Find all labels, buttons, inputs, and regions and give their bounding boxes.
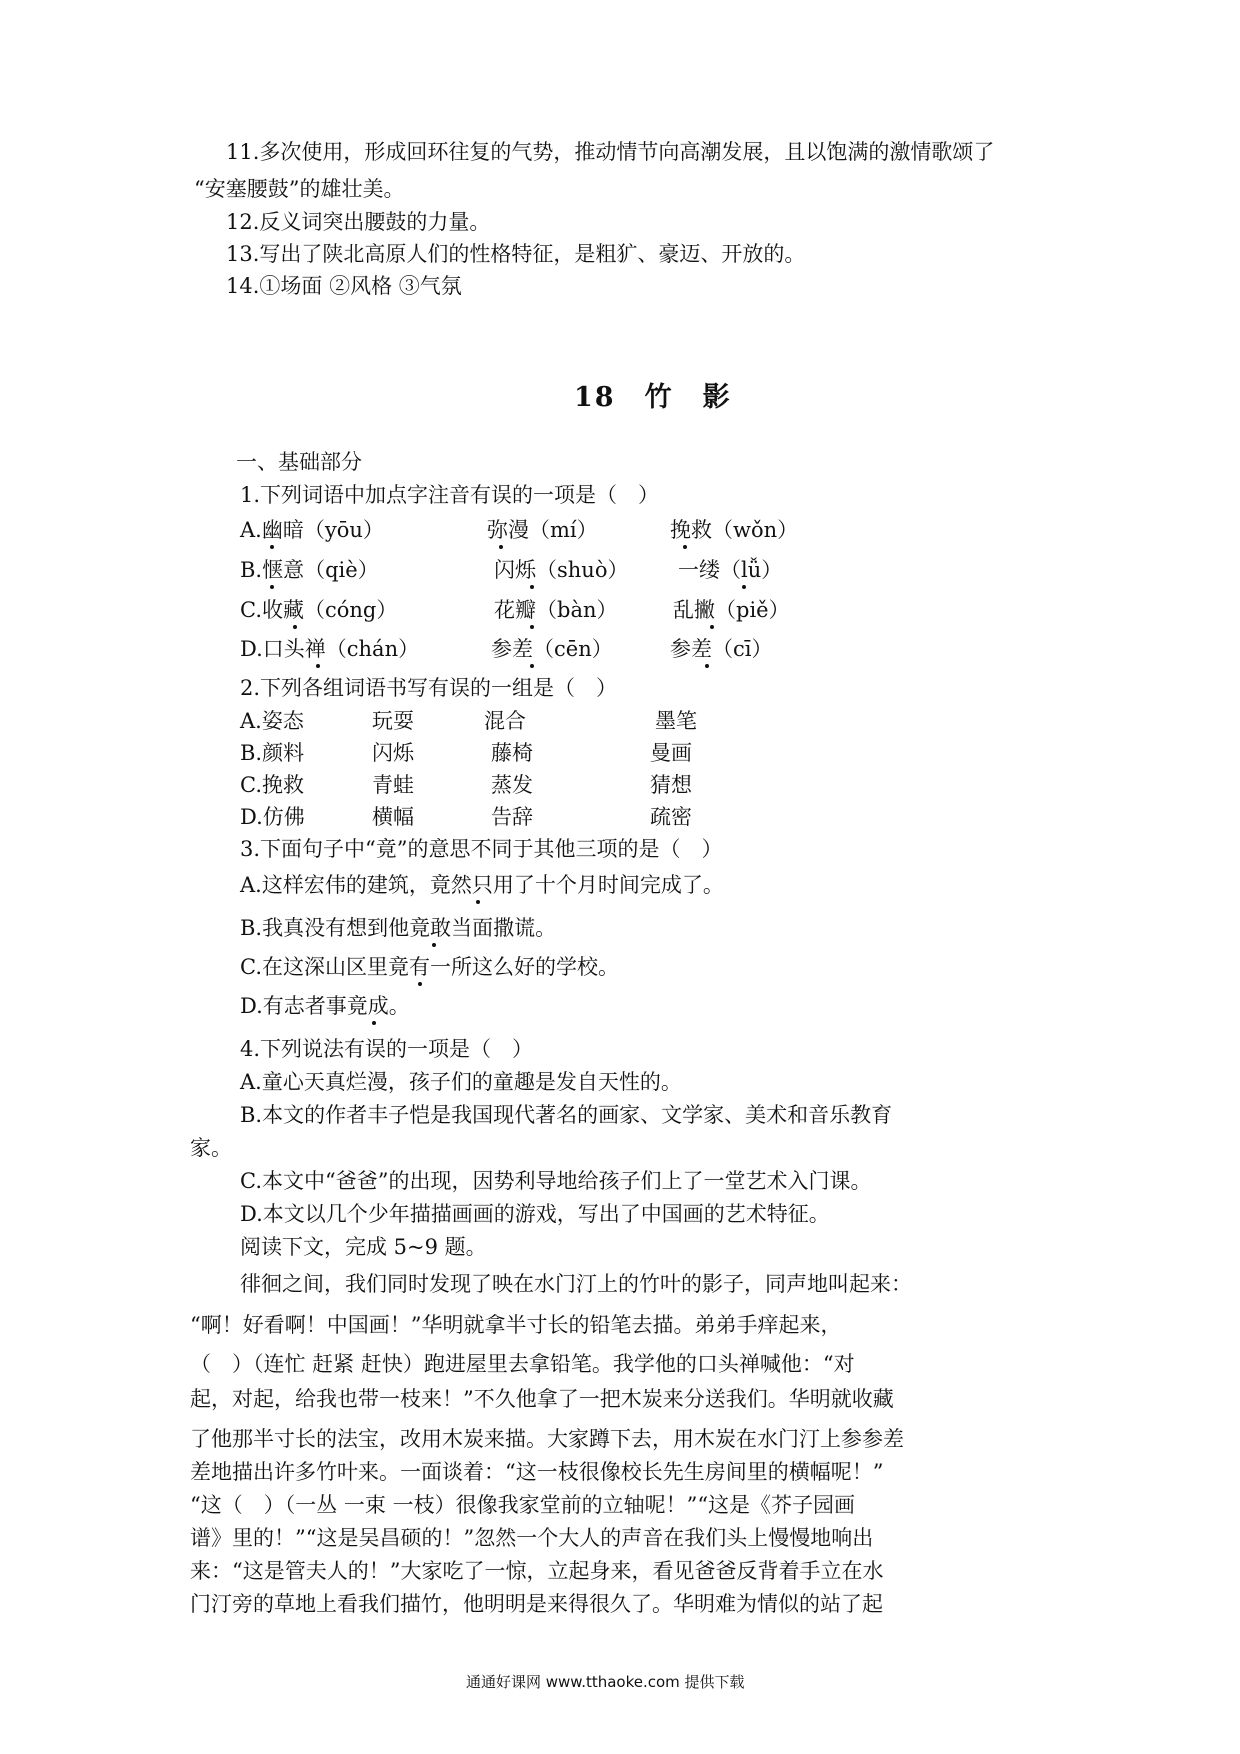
emphasis-dot bbox=[710, 625, 714, 629]
answer-line-14: 14.①场面 ②风格 ③气氛 bbox=[226, 274, 462, 298]
passage-line: （ ）（连忙 赶紧 赶快）跑进屋里去拿铅笔。我学他的口头禅喊他：“对 bbox=[190, 1352, 855, 1376]
q2-a2: 玩耍 bbox=[372, 709, 414, 733]
q1-option-d2: 参差（cēn） bbox=[491, 637, 613, 661]
passage-line: 门汀旁的草地上看我们描竹，他明明是来得很久了。华明难为情似的站了起 bbox=[190, 1592, 883, 1616]
emphasis-dot bbox=[683, 545, 687, 549]
q4-option-b-wrap: 家。 bbox=[190, 1136, 232, 1160]
emphasis-dot bbox=[270, 585, 274, 589]
answer-line-12: 12.反义词突出腰鼓的力量。 bbox=[226, 210, 491, 234]
passage-line: “这（ ）（一丛 一束 一枝）很像我家堂前的立轴呢！”“这是《芥子园画 bbox=[190, 1493, 856, 1517]
q2-d2: 横幅 bbox=[372, 805, 414, 829]
passage-line: 谱》里的！”“这是吴昌硕的！”忽然一个大人的声音在我们头上慢慢地响出 bbox=[190, 1526, 874, 1550]
emphasis-dot bbox=[432, 943, 436, 947]
passage-line: “啊！好看啊！中国画！”华明就拿半寸长的铅笔去描。弟弟手痒起来， bbox=[190, 1313, 842, 1337]
q4-option-b: B.本文的作者丰子恺是我国现代著名的画家、文学家、美术和音乐教育 bbox=[240, 1103, 893, 1127]
emphasis-dot bbox=[530, 625, 534, 629]
q2-b2: 闪烁 bbox=[372, 741, 414, 765]
emphasis-dot bbox=[418, 982, 422, 986]
emphasis-dot bbox=[476, 900, 480, 904]
q3-option-a: A.这样宏伟的建筑，竟然只用了十个月时间完成了。 bbox=[240, 873, 724, 897]
q1-option-d1: D.口头禅（chán） bbox=[240, 637, 420, 661]
answer-line-11b: “安塞腰鼓”的雄壮美。 bbox=[194, 177, 405, 201]
reading-instruction: 阅读下文，完成 5~9 题。 bbox=[240, 1235, 487, 1259]
q2-a3: 混合 bbox=[484, 709, 526, 733]
q2-b3: 藤椅 bbox=[491, 741, 533, 765]
q4-option-a: A.童心天真烂漫，孩子们的童趣是发自天性的。 bbox=[240, 1070, 682, 1094]
passage-line: 来：“这是管夫人的！”大家吃了一惊，立起身来，看见爸爸反背着手立在水 bbox=[190, 1559, 884, 1583]
q3-stem: 3.下面句子中“竟”的意思不同于其他三项的是（ ） bbox=[240, 837, 723, 861]
q1-option-b1: B.惬意（qiè） bbox=[240, 558, 379, 582]
q2-d1: D.仿佛 bbox=[240, 805, 305, 829]
emphasis-dot bbox=[316, 664, 320, 668]
emphasis-dot bbox=[499, 545, 503, 549]
q4-option-c: C.本文中“爸爸”的出现，因势利导地给孩子们上了一堂艺术入门课。 bbox=[240, 1169, 872, 1193]
emphasis-dot bbox=[530, 585, 534, 589]
q1-option-c1: C.收藏（cóng） bbox=[240, 598, 398, 622]
q1-option-a1: A.幽暗（yōu） bbox=[240, 518, 384, 542]
passage-line: 差地描出许多竹叶来。一面谈着：“这一枝很像校长先生房间里的横幅呢！” bbox=[190, 1460, 884, 1484]
q1-option-d3: 参差（cī） bbox=[670, 637, 773, 661]
q2-d3: 告辞 bbox=[491, 805, 533, 829]
answer-line-11a: 11.多次使用，形成回环往复的气势，推动情节向高潮发展，且以饱满的激情歌颂了 bbox=[226, 140, 995, 164]
lesson-title: 18 竹 影 bbox=[574, 382, 732, 413]
answer-line-13: 13.写出了陕北高原人们的性格特征，是粗犷、豪迈、开放的。 bbox=[226, 242, 806, 266]
emphasis-dot bbox=[270, 545, 274, 549]
q2-d4: 疏密 bbox=[650, 805, 692, 829]
q1-option-b2: 闪烁（shuò） bbox=[494, 558, 629, 582]
q1-option-a2: 弥漫（mí） bbox=[487, 518, 598, 542]
section-heading: 一、基础部分 bbox=[236, 450, 362, 474]
q2-a1: A.姿态 bbox=[240, 709, 304, 733]
emphasis-dot bbox=[293, 625, 297, 629]
q2-c2: 青蛙 bbox=[372, 773, 414, 797]
q2-c1: C.挽救 bbox=[240, 773, 304, 797]
q2-b4: 曼画 bbox=[650, 741, 692, 765]
q1-option-c3: 乱撇（piě） bbox=[673, 598, 790, 622]
q2-stem: 2.下列各组词语书写有误的一组是（ ） bbox=[240, 676, 618, 700]
q2-a4: 墨笔 bbox=[655, 709, 697, 733]
page-footer: 通通好课网 www.tthaoke.com 提供下载 bbox=[466, 1673, 745, 1691]
q2-c3: 蒸发 bbox=[491, 773, 533, 797]
q3-option-c: C.在这深山区里竟有一所这么好的学校。 bbox=[240, 955, 619, 979]
q2-b1: B.颜料 bbox=[240, 741, 305, 765]
passage-line: 起，对起，给我也带一枝来！”不久他拿了一把木炭来分送我们。华明就收藏 bbox=[190, 1387, 894, 1411]
q1-option-b3: 一缕（lǚ） bbox=[678, 558, 783, 582]
emphasis-dot bbox=[705, 664, 709, 668]
emphasis-dot bbox=[742, 585, 746, 589]
q3-option-b: B.我真没有想到他竟敢当面撒谎。 bbox=[240, 916, 557, 940]
q2-c4: 猜想 bbox=[650, 773, 692, 797]
emphasis-dot bbox=[372, 1021, 376, 1025]
q3-option-d: D.有志者事竟成。 bbox=[240, 994, 410, 1018]
q1-option-a3: 挽救（wǒn） bbox=[670, 518, 799, 542]
q4-option-d: D.本文以几个少年描描画画的游戏，写出了中国画的艺术特征。 bbox=[240, 1202, 830, 1226]
q4-stem: 4.下列说法有误的一项是（ ） bbox=[240, 1037, 534, 1061]
emphasis-dot bbox=[530, 664, 534, 668]
passage-line: 了他那半寸长的法宝，改用木炭来描。大家蹲下去，用木炭在水门汀上参参差 bbox=[190, 1427, 904, 1451]
q1-option-c2: 花瓣（bàn） bbox=[494, 598, 618, 622]
passage-line: 徘徊之间，我们同时发现了映在水门汀上的竹叶的影子，同声地叫起来： bbox=[240, 1272, 912, 1296]
q1-stem: 1.下列词语中加点字注音有误的一项是（ ） bbox=[240, 483, 660, 507]
